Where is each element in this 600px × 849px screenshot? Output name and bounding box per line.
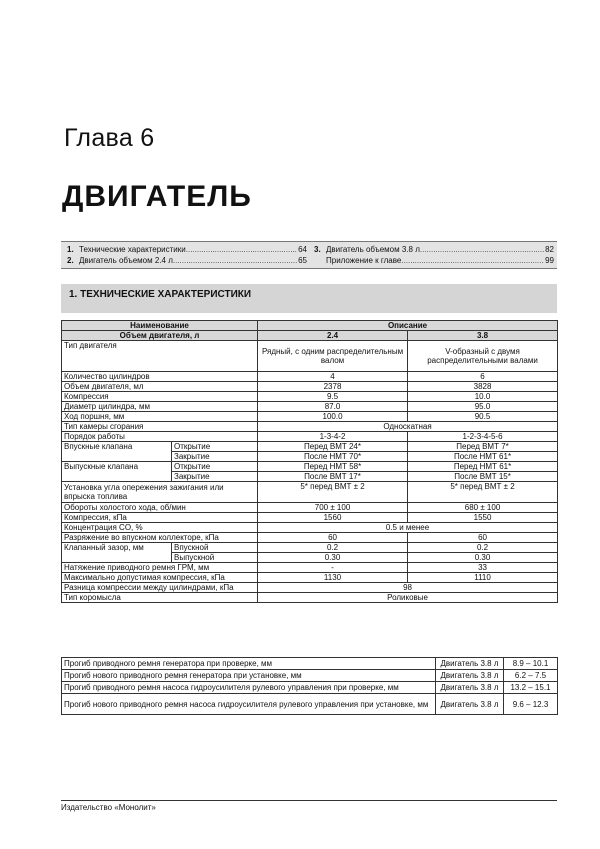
table-row: Выпускной 0.30 0.30 bbox=[62, 553, 558, 563]
table-row: Тип коромысла Роликовые bbox=[62, 593, 558, 603]
toc-entry[interactable]: 3. Двигатель объемом 3.8 л ..... 82 bbox=[314, 244, 554, 255]
table-of-contents bbox=[61, 241, 557, 269]
table-row: Порядок работы 1-3-4-2 1-2-3-4-5-6 bbox=[62, 432, 558, 442]
table-row: Концентрация CO, % 0.5 и менее bbox=[62, 523, 558, 533]
table-row: Выпускные клапана Открытие Перед НМТ 58* Перед НМТ 61* bbox=[62, 462, 558, 472]
footer-divider bbox=[61, 800, 557, 801]
table-row: Компрессия, кПа 1560 1550 bbox=[62, 513, 558, 523]
table-row: Тип двигателя Рядный, с одним распределительным валом V-образный с двумя распределительными валами bbox=[62, 341, 558, 372]
table-header-row: Наименование Описание bbox=[62, 321, 558, 331]
table-row: Компрессия 9.5 10.0 bbox=[62, 392, 558, 402]
footer-publisher: Издательство «Монолит» bbox=[61, 803, 156, 812]
table-row: Диаметр цилиндра, мм 87.0 95.0 bbox=[62, 402, 558, 412]
table-row: Разница компрессии между цилиндрами, кПа 98 bbox=[62, 583, 558, 593]
table-row: Ход поршня, мм 100.0 90.5 bbox=[62, 412, 558, 422]
toc-entry[interactable]: 2. Двигатель объемом 2.4 л ..... 65 bbox=[67, 255, 307, 266]
section-title: 1. ТЕХНИЧЕСКИЕ ХАРАКТЕРИСТИКИ bbox=[69, 289, 252, 300]
table-row: Максимально допустимая компрессия, кПа 1130 1110 bbox=[62, 573, 558, 583]
chapter-label: Глава 6 bbox=[64, 124, 155, 152]
table-row: Натяжение приводного ремня ГРМ, мм - 33 bbox=[62, 563, 558, 573]
specs-table bbox=[61, 320, 558, 603]
table-row: Тип камеры сгорания Односкатная bbox=[62, 422, 558, 432]
toc-entry[interactable]: Приложение к главе ..... 99 bbox=[314, 255, 554, 266]
table-row: Количество цилиндров 4 6 bbox=[62, 372, 558, 382]
table-row: Прогиб нового приводного ремня насоса гидроусилителя рулевого управления при установке, мм Двигатель 3.8 л 9.6 – 12.3 bbox=[62, 694, 558, 715]
toc-entry[interactable]: 1. Технические характеристики ..... 64 bbox=[67, 244, 307, 255]
chapter-title: ДВИГАТЕЛЬ bbox=[62, 180, 252, 213]
table-row: Прогиб приводного ремня генератора при проверке, мм Двигатель 3.8 л 8.9 – 10.1 bbox=[62, 658, 558, 670]
table-row: Закрытие После НМТ 70* После НМТ 61* bbox=[62, 452, 558, 462]
table-row: Клапанный зазор, мм Впускной 0.2 0.2 bbox=[62, 543, 558, 553]
table-row: Объем двигателя, мл 2378 3828 bbox=[62, 382, 558, 392]
table-row: Разряжение во впускном коллекторе, кПа 60 60 bbox=[62, 533, 558, 543]
belt-deflection-table bbox=[61, 657, 558, 715]
table-header-row: Объем двигателя, л 2.4 3.8 bbox=[62, 331, 558, 341]
section-header bbox=[61, 284, 557, 313]
table-row: Прогиб нового приводного ремня генератора при установке, мм Двигатель 3.8 л 6.2 – 7.5 bbox=[62, 670, 558, 682]
table-row: Закрытие После ВМТ 17* После ВМТ 15* bbox=[62, 472, 558, 482]
table-row: Обороты холостого хода, об/мин 700 ± 100 680 ± 100 bbox=[62, 503, 558, 513]
table-row: Прогиб приводного ремня насоса гидроусилителя рулевого управления при проверке, мм Двигатель 3.8 л 13.2 – 15.1 bbox=[62, 682, 558, 694]
table-row: Установка угла опережения зажигания или впрыска топлива 5* перед ВМТ ± 2 5* перед ВМТ ± 2 bbox=[62, 482, 558, 503]
table-row: Впускные клапана Открытие Перед ВМТ 24* Перед ВМТ 7* bbox=[62, 442, 558, 452]
